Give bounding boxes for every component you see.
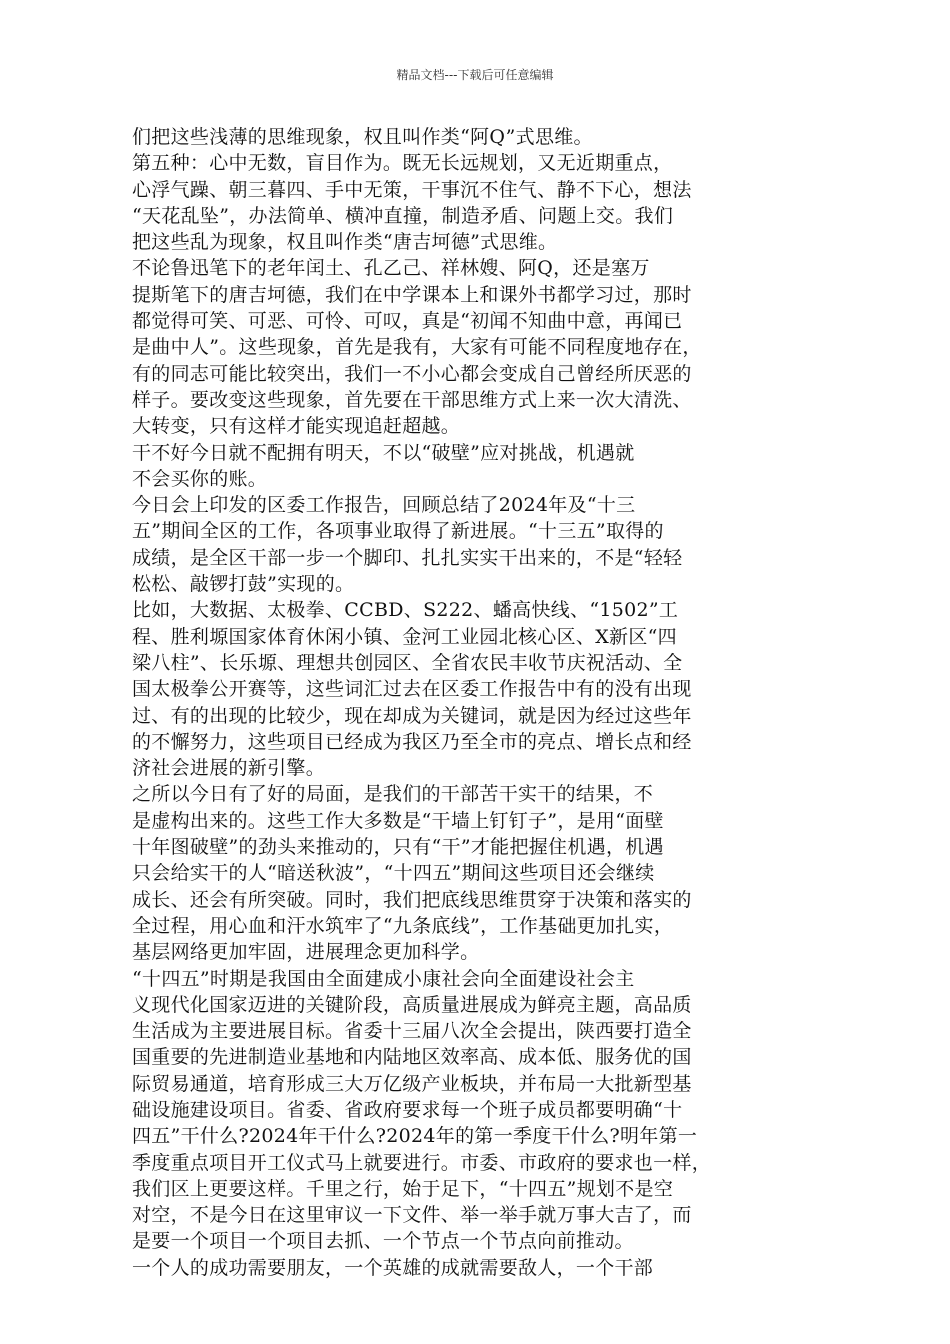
text-line: 心浮气躁、朝三暮四、手中无策，干事沉不住气、静不下心，想法	[132, 178, 692, 201]
text-line: 国重要的先进制造业基地和内陆地区效率高、成本低、服务优的国	[132, 1046, 692, 1069]
text-line: 是曲中人”。这些现象，首先是我有，大家有可能不同程度地存在，	[132, 336, 702, 359]
text-line: 成长、还会有所突破。同时，我们把底线思维贯穿于决策和落实的	[132, 888, 692, 911]
text-line: 四五”干什么?2024年干什么?2024年的第一季度干什么?明年第一	[132, 1125, 698, 1148]
text-line: 是虚构出来的。这些工作大多数是“干墙上钉钉子”，是用“面壁	[132, 809, 664, 832]
text-line: 成绩，是全区干部一步一个脚印、扎扎实实干出来的，不是“轻轻	[132, 546, 683, 569]
text-line: 样子。要改变这些现象，首先要在干部思维方式上来一次大清洗、	[132, 388, 692, 411]
document-body	[132, 124, 822, 1281]
text-line: 把这些乱为现象，权且叫作类“唐吉坷德”式思维。	[132, 231, 558, 254]
text-line: 一个人的成功需要朋友，一个英雄的成就需要敌人，一个干部	[132, 1256, 654, 1279]
text-line: 第五种：心中无数，盲目作为。既无长远规划，又无近期重点，	[132, 152, 673, 175]
text-line: 不会买你的账。	[132, 467, 268, 490]
text-line: 十年图破壁”的劲头来推动的，只有“干”才能把握住机遇，机遇	[132, 836, 664, 859]
page-header: 精品文档---下载后可任意编辑	[396, 68, 554, 82]
text-line: 松松、敲锣打鼓”实现的。	[132, 573, 355, 596]
text-line: 季度重点项目开工仪式马上就要进行。市委、市政府的要求也一样，	[132, 1151, 712, 1174]
text-line: “天花乱坠”，办法简单、横冲直撞，制造矛盾、问题上交。我们	[132, 204, 674, 227]
text-line: 提斯笔下的唐吉坷德，我们在中学课本上和课外书都学习过，那时	[132, 283, 692, 306]
text-line: 础设施建设项目。省委、省政府要求每一个班子成员都要明确“十	[132, 1098, 683, 1121]
text-line: 济社会进展的新引擎。	[132, 757, 326, 780]
text-line: 义现代化国家迈进的关键阶段，高质量进展成为鲜亮主题，高品质	[132, 993, 692, 1016]
text-line: 梁八柱”、长乐塬、理想共创园区、全省农民丰收节庆祝活动、全	[132, 651, 683, 674]
text-line: 过、有的出现的比较少，现在却成为关键词，就是因为经过这些年	[132, 704, 692, 727]
text-line: 全过程，用心血和汗水筑牢了“九条底线”，工作基础更加扎实，	[132, 914, 674, 937]
text-line: 有的同志可能比较突出，我们一不小心都会变成自己曾经所厌恶的	[132, 362, 692, 385]
text-line: 国太极拳公开赛等，这些词汇过去在区委工作报告中有的没有出现	[132, 678, 692, 701]
text-line: 生活成为主要进展目标。省委十三届八次全会提出，陕西要打造全	[132, 1020, 692, 1043]
text-line: 五”期间全区的工作，各项事业取得了新进展。“十三五”取得的	[132, 520, 664, 543]
text-line: 今日会上印发的区委工作报告，回顾总结了2024年及“十三	[132, 494, 636, 517]
text-line: 们把这些浅薄的思维现象，权且叫作类“阿Q”式思维。	[132, 126, 593, 148]
text-line: 都觉得可笑、可恶、可怜、可叹，真是“初闻不知曲中意，再闻已	[132, 310, 683, 333]
text-line: “十四五”时期是我国由全面建成小康社会向全面建设社会主	[132, 967, 635, 990]
text-line: 是要一个项目一个项目去抓、一个节点一个节点向前推动。	[132, 1230, 634, 1253]
text-line: 的不懈努力，这些项目已经成为我区乃至全市的亮点、增长点和经	[132, 730, 692, 753]
text-line: 不论鲁迅笔下的老年闰土、孔乙己、祥林嫂、阿Q，还是塞万	[132, 257, 650, 280]
text-line: 只会给实干的人“暗送秋波”，“十四五”期间这些项目还会继续	[132, 862, 655, 885]
text-line: 对空，不是今日在这里审议一下文件、举一举手就万事大吉了，而	[132, 1204, 692, 1227]
text-line: 我们区上更要这样。千里之行，始于足下，“十四五”规划不是空	[132, 1177, 674, 1200]
text-line: 之所以今日有了好的局面，是我们的干部苦干实干的结果，不	[132, 783, 654, 806]
text-line: 程、胜利塬国家体育休闲小镇、金河工业园北核心区、X新区“四	[132, 625, 677, 648]
text-line: 大转变，只有这样才能实现追赶超越。	[132, 415, 461, 438]
text-line: 际贸易通道，培育形成三大万亿级产业板块，并布局一大批新型基	[132, 1072, 692, 1095]
text-line: 干不好今日就不配拥有明天，不以“破壁”应对挑战，机遇就	[132, 441, 635, 464]
text-line: 比如，大数据、太极拳、CCBD、S222、蟠高快线、“1502”工	[132, 599, 679, 622]
text-line: 基层网络更加牢固，进展理念更加科学。	[132, 941, 480, 964]
